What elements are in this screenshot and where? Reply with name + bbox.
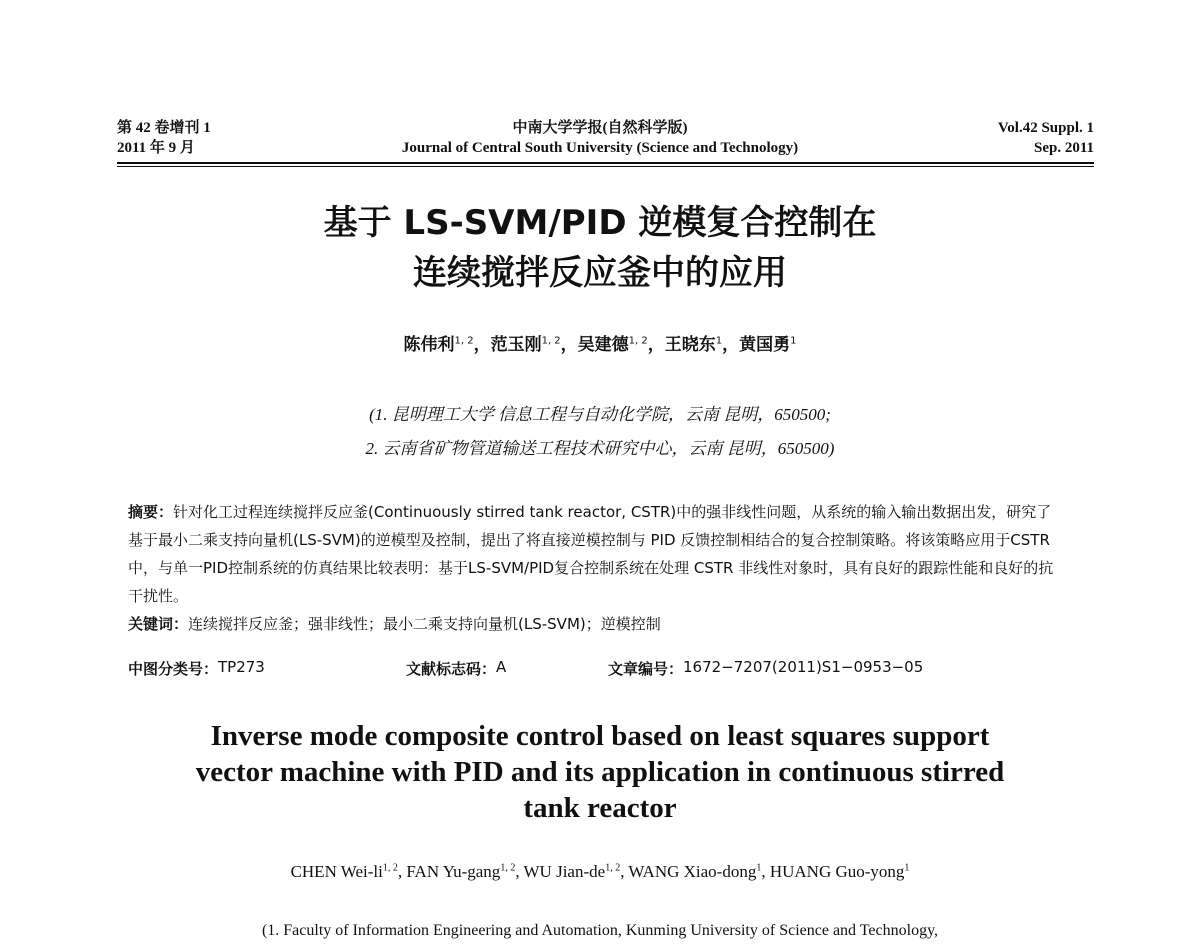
author-en: FAN Yu-gang <box>406 862 501 881</box>
clc-label: 中图分类号： <box>128 660 219 678</box>
author-separator: , <box>515 862 524 881</box>
clc-field <box>128 658 265 679</box>
author-list-cn <box>0 330 1200 355</box>
author-cn: 王晓东 <box>664 335 716 355</box>
author-affil-sup: 1, 2 <box>628 335 648 347</box>
author-affil-sup: 1, 2 <box>500 862 516 874</box>
author-cn: 吴建德 <box>577 335 629 355</box>
article-number-field <box>608 658 924 679</box>
article-number-value: 1672−7207(2011)S1−0953−05 <box>683 658 924 676</box>
author-separator: ， <box>473 335 491 355</box>
clc-value: TP273 <box>218 658 265 676</box>
author-list-en <box>0 862 1200 882</box>
title-cn-line2: 连续搅拌反应釜中的应用 <box>413 253 787 293</box>
title-en-line3: tank reactor <box>523 792 677 824</box>
author-en: CHEN Wei-li <box>290 862 383 881</box>
author-affil-sup: 1 <box>904 862 910 874</box>
author-cn: 范玉刚 <box>490 335 542 355</box>
author-separator: , <box>397 862 407 881</box>
author-cn: 陈伟利 <box>403 335 455 355</box>
affiliations-en <box>0 922 1200 940</box>
volume-issue: 第 42 卷增刊 1 <box>117 120 211 136</box>
keywords-label: 关键词： <box>128 615 189 633</box>
abstract-cn <box>128 498 1058 638</box>
author-affil-sup: 1, 2 <box>382 862 398 874</box>
header-rule-thin <box>117 166 1094 167</box>
volume-issue-en: Vol.42 Suppl. 1 <box>997 120 1094 136</box>
journal-name-cn: 中南大学学报(自然科学版) <box>512 120 688 136</box>
publication-date-cn: 2011 年 9 月 <box>117 140 195 156</box>
author-en: HUANG Guo-yong <box>769 862 905 881</box>
author-en: WU Jian-de <box>523 862 606 881</box>
title-en-line2: vector machine with PID and its application in continuous stirred <box>195 756 1005 788</box>
doc-code-field <box>406 658 507 679</box>
author-affil-sup: 1 <box>790 335 797 347</box>
title-cn-line1: 基于 LS-SVM/PID 逆模复合控制在 <box>323 203 877 243</box>
affiliations-cn <box>0 398 1200 466</box>
author-separator: ， <box>560 335 578 355</box>
author-affil-sup: 1, 2 <box>541 335 561 347</box>
affiliation-cn-1: (1. 昆明理工大学 信息工程与自动化学院，云南 昆明，650500; <box>369 405 831 424</box>
author-separator: , <box>761 862 770 881</box>
article-number-label: 文章编号： <box>608 660 684 678</box>
abstract-text: 针对化工过程连续搅拌反应釜(Continuously stirred tank reactor, CSTR)中的强非线性问题，从系统的输入输出数据出发，研究了基于最小二乘支持向量机(LS-SVM)的逆模型及控制，提出了将直接逆模控制与 PID 反馈控制相结合的复合控制策略。将该策略应用于CSTR 中，与单一PID控制系统的仿真结果比较表明：基于LS-SVM/PID复合控制系统在处理 CSTR 非线性对象时，具有良好的跟踪性能和良好的抗干扰性。 <box>128 503 1054 605</box>
keywords-text: 连续搅拌反应釜；强非线性；最小二乘支持向量机(LS-SVM)；逆模控制 <box>188 615 661 633</box>
paper-title-en <box>0 718 1200 826</box>
author-separator: ， <box>647 335 665 355</box>
publication-date-en: Sep. 2011 <box>1033 140 1094 156</box>
doc-code-value: A <box>496 658 507 676</box>
journal-volume-info-en <box>998 118 1094 158</box>
author-separator: , <box>620 862 629 881</box>
affiliation-en-1: (1. Faculty of Information Engineering and Automation, Kunming University of Science and Technology, <box>261 922 939 939</box>
author-affil-sup: 1, 2 <box>605 862 621 874</box>
header-rule-thick <box>117 162 1094 164</box>
abstract-label: 摘要： <box>128 503 174 521</box>
journal-name-en: Journal of Central South University (Science and Technology) <box>401 140 799 156</box>
author-affil-sup: 1, 2 <box>454 335 474 347</box>
author-separator: ， <box>722 335 740 355</box>
title-en-line1: Inverse mode composite control based on least squares support <box>210 720 990 752</box>
author-en: WANG Xiao-dong <box>628 862 757 881</box>
author-affil-sup: 1 <box>715 335 723 347</box>
author-affil-sup: 1 <box>756 862 762 874</box>
paper-title-cn <box>0 198 1200 298</box>
author-cn: 黄国勇 <box>739 335 791 355</box>
doc-code-label: 文献标志码： <box>406 660 497 678</box>
affiliation-cn-2: 2. 云南省矿物管道输送工程技术研究中心，云南 昆明，650500) <box>365 439 835 458</box>
